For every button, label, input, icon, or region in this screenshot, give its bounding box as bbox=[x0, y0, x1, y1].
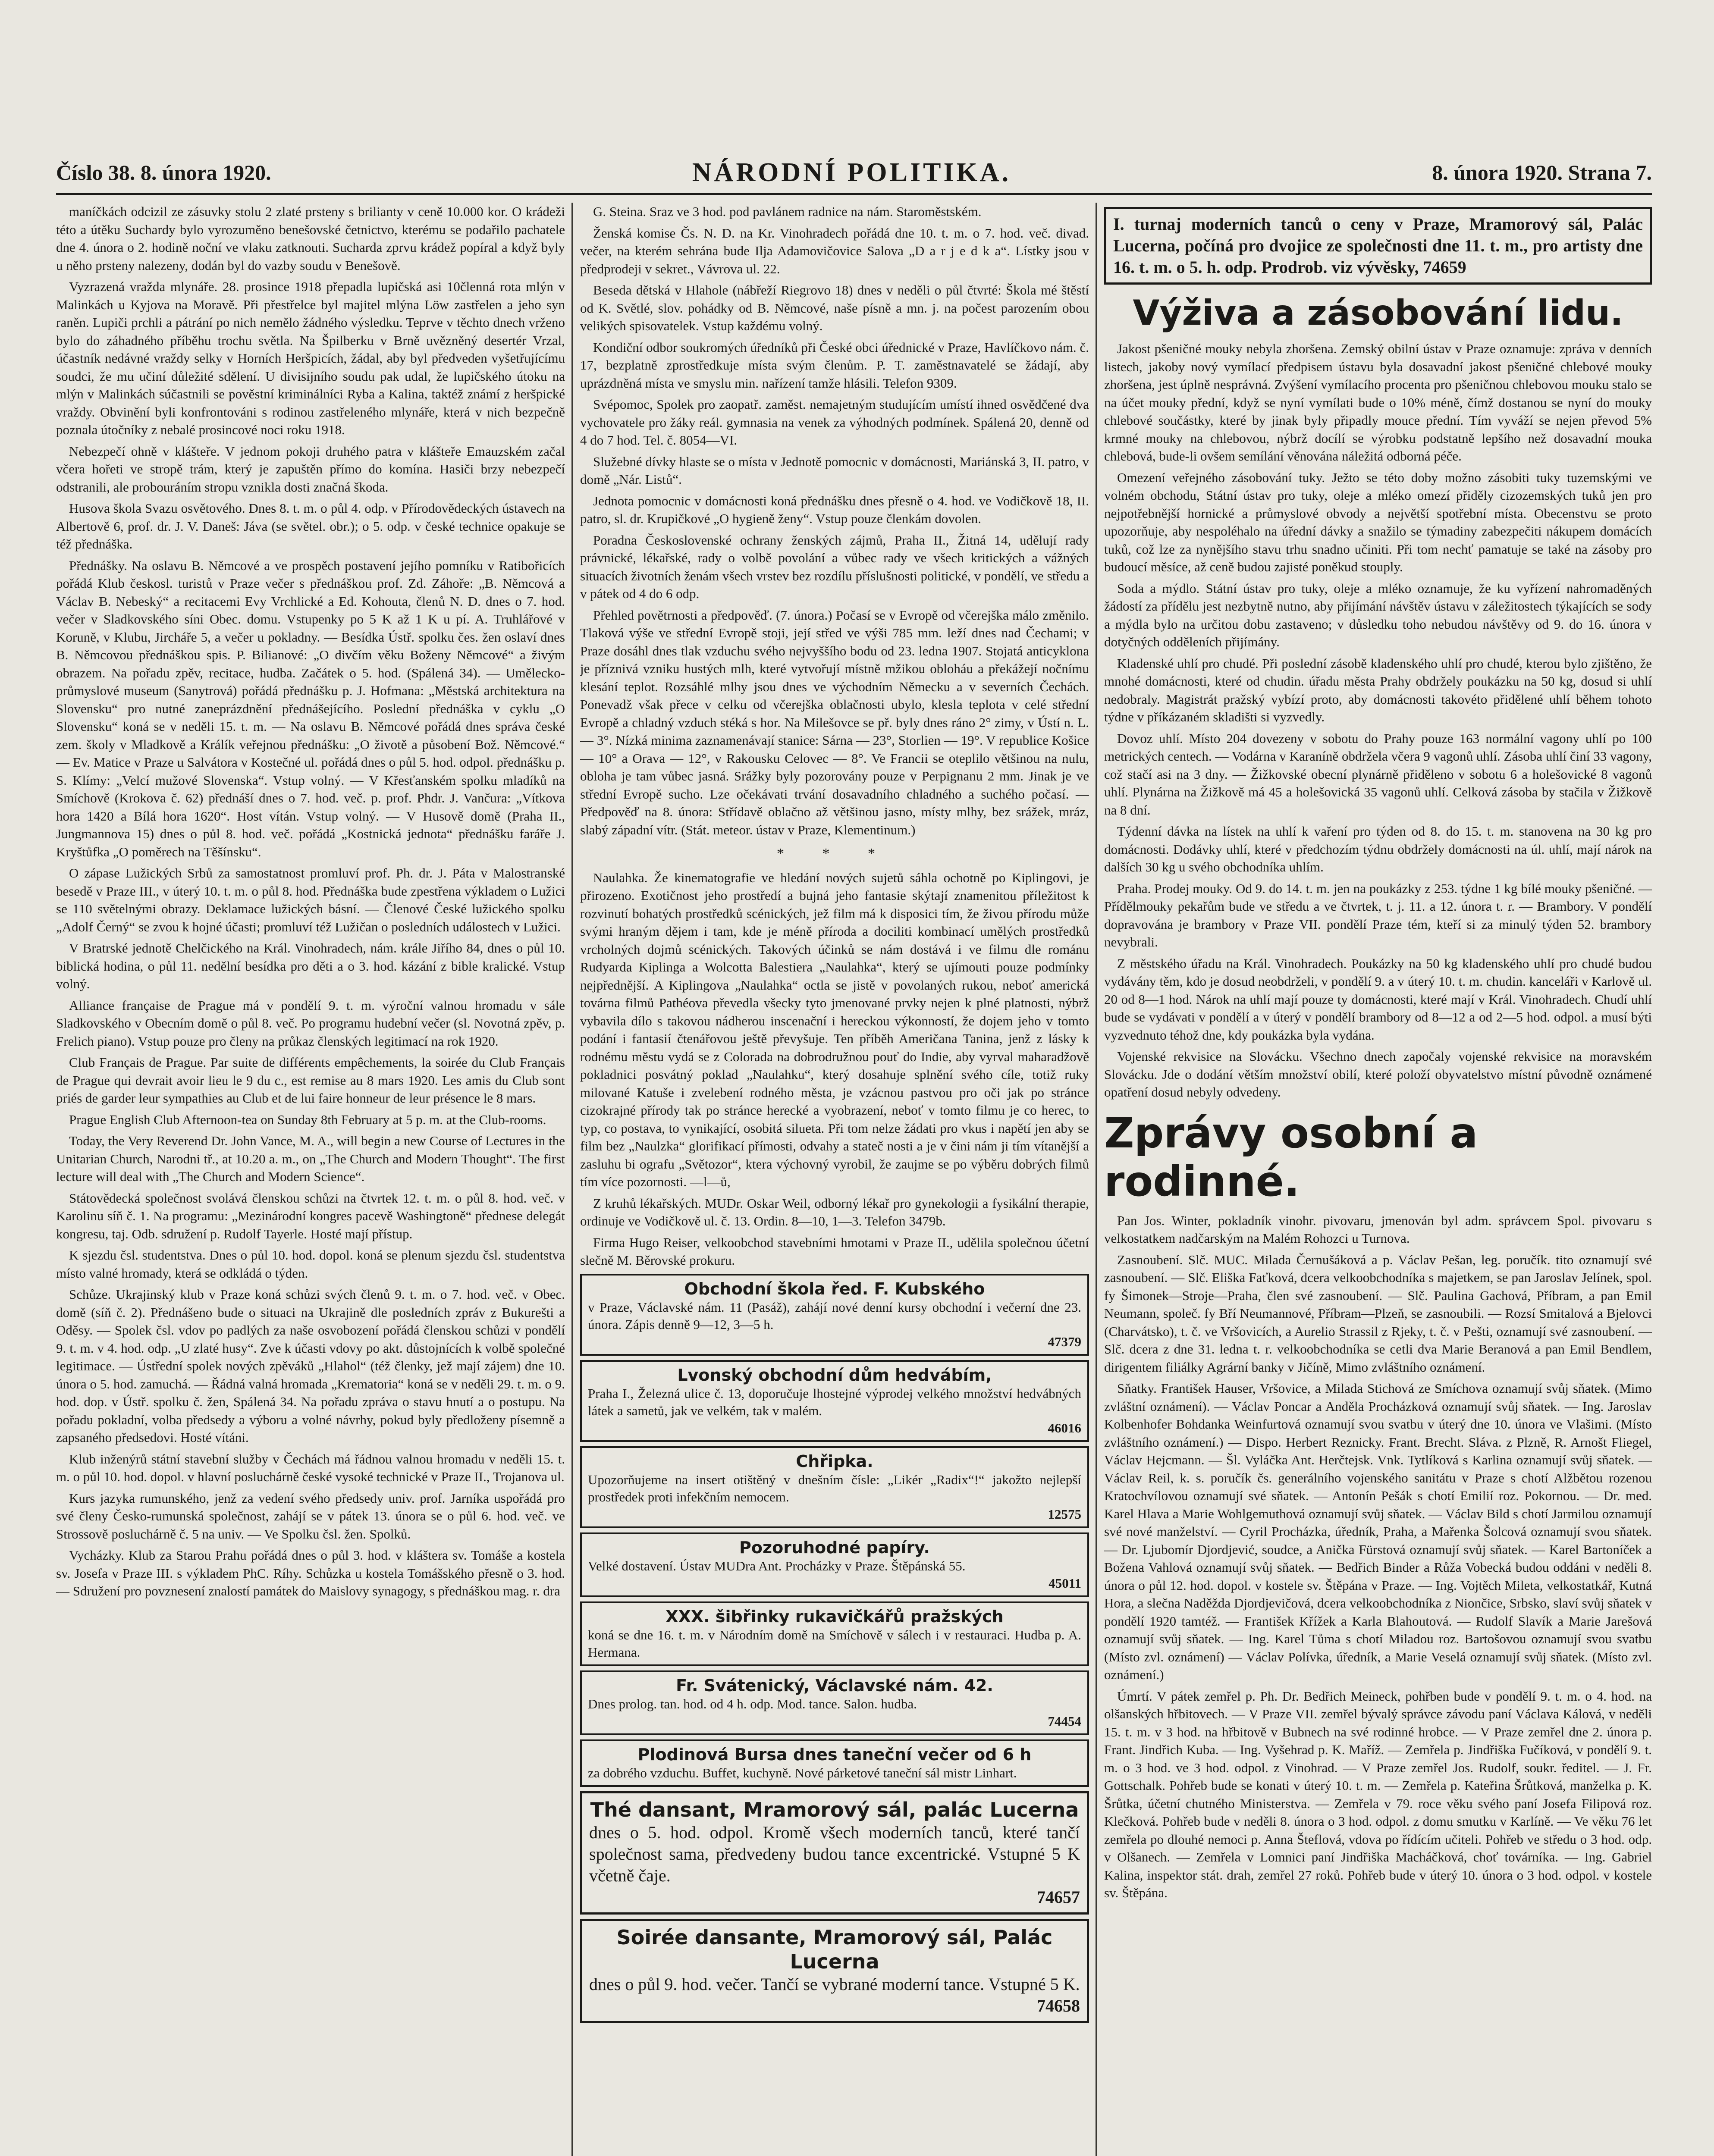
article-paragraph: Alliance française de Prague má v pondělí 9. t. m. výroční valnou hromadu v sále Sladkovského v Obecním domě o půl 8. več. Po programu hudební večer (sl. Novotná zpěv, p. Frelich piano). Vstup pouze pro členy na průkaz členských legitimací na rok 1920. bbox=[56, 997, 565, 1049]
ad-number: 45011 bbox=[1048, 1575, 1081, 1591]
classified-ad bbox=[580, 1360, 1089, 1442]
article-paragraph: maníčkách odcizil ze zásuvky stolu 2 zlaté prsteny s brilianty v ceně 10.000 kor. O krádeži této a útěku Suchardy bylo vyrozuměno benešovské četnictvo, kterému se podařilo pachatele dne 4. února o 2. hodině noční ve vlaku zatknouti. Sucharda zprvu krádež popíral a když byly u něho prsteny nalezeny, dodán byl do vazby soudu v Benešově. bbox=[56, 204, 565, 273]
article-paragraph: Nebezpečí ohně v klášteře. V jednom pokoji druhého patra v klášteře Emauzském začal včera hořeti ve stropě trám, který je zapuštěn přímo do komína. Hasiči brzy nebezpečí odstranili, ale probouráním stropu vznikla dosti značná škoda. bbox=[56, 443, 565, 495]
article-paragraph: Přednášky. Na oslavu B. Němcové a ve prospěch postavení jejího pomníku v Ratibořicích pořádá Klub českosl. turistů v Praze večer s přednáškou prof. Zd. Záhoře: „B. Němcová a Václav B. Nebeský“ a recitacemi Evy Vrchlické a Ed. Kohouta, členů N. D. dnes o 7. hod. večer v Sladkovského síni Obec. domu. Vstupenky po 5 K až 1 K u pí. A. Truhlářové v Koruně, v Klubu, Jircháře 5, a večer u pokladny. — Besídka Ústř. spolku čes. žen oslaví dnes B. Němcovou přednáškou spis. P. Bilianové: „O divčím věku Boženy Němcové“ a živým obrazem. Na pořadu zpěv, recitace, hudba. Začátek o 5. hod. (Spálená 34). — Umělecko-průmyslové museum (Sanytrová) pořádá přednášku p. J. Hofmana: „Městská architektura na Slovensku“ pro nutné zaneprázdnění přednášejícího. Poslední přednáška v cyklu „O Slovensku“ koná se v neděli 15. t. m. — Na oslavu B. Němcové pořádá dnes správa české zem. školy v Mladkově a Králík veřejnou přednášku: „O životě a působení Bož. Němcové.“ — Ev. Matice v Praze u Salvátora v Kostečné ul. pořádá dnes o půl 5. hod. odpol. přednášku p. S. Klímy: „Velcí mužové Slovenska“. Vstup volný. — V Křesťanském spolku mladíků na Smíchově (Krokova č. 62) přednáší dnes o 7. hod. več. p. prof. Phdr. J. Vančura: „Vítkova hora 1420 a Bílá hora 1620“. Host vítán. Vstup volný. — V Husově domě (Praha II., Jungmannova 15) dnes o půl 8. hod. več. pořádá „Kostnická jednota“ přednášku faráře J. Kryštůfka „O poměrech na Těšínsku“. bbox=[56, 558, 565, 859]
classified-ad bbox=[580, 1670, 1089, 1735]
ad-heading: Chřipka. bbox=[796, 1451, 873, 1471]
article-paragraph: Klub inženýrů státní stavební služby v Čechách má řádnou valnou hromadu v neděli 15. t. m. o půl 10. hod. dopol. v hlavní posluchárně české vysoké technické v Praze II., Trojanova ul. bbox=[56, 1451, 565, 1484]
classified-ad bbox=[580, 1739, 1089, 1787]
article-paragraph: G. Steina. Sraz ve 3 hod. pod pavlánem radnice na nám. Staroměstském. bbox=[593, 204, 982, 219]
article-paragraph: Schůze. Ukrajinský klub v Praze koná schůzi svých členů 9. t. m. o 7. hod. več. v Obec. domě (síň č. 2). Přednášeno bude o situaci na Ukrajině dle posledních zpráv z Bukurešti a Oděsy. — Spolek čsl. vdov po padlých za naše osvobození pořádá členskou schůzi v pondělí 9. t. m. v 4. hod. odp. „U zlaté husy“. Zve k účasti vdovy po akt. důstojnících k volbě společné legitimace. — Ústřední spolek nových zpěváků „Hlahol“ (též členky, jež mají zájem) dne 10. února o 5. hod. zamuchá. — Řádná valná hromada „Krematoria“ koná se v neděli 29. t. m. o 9. hod. dop. v Ústř. spolku č. žen, Spálená 34. Na pořadu zpráva o stavu hnutí a o postupu. Na pořadu pokladní, volba předsedy a výboru a volné návrhy, pokud byly předloženy písemně a zapsaného předsedovi. Hosté vítáni. bbox=[56, 1287, 565, 1445]
classified-ad bbox=[580, 1532, 1089, 1597]
article-paragraph: Jakost pšeničné mouky nebyla zhoršena. Zemský obilní ústav v Praze oznamuje: zpráva v denních listech, jakoby nový vymílací předpisem ústavu byla dosavadní jakost pšeničné chlebové mouky zhoršena, jest úplně nesprávná. Zvýšení vymílacího procenta pro pšeničnou chlebovou mouku stalo se na účet mouky přední, když se nyní vymílati bude o 10% méně, čímž dostanou se nyní do mouky chlebové součástky, které by jinak byly připadly mouce přední. Tím vyváží se nejen převod 5% krmné mouky na chlebovou, nýbrž docílí se výrobku podstatně lepšího než dosavadní mouka chlebová, bude-li ovšem semílání věnována náležitá odborná péče. bbox=[1104, 341, 1652, 464]
ad-text: Dnes prolog. tan. hod. od 4 h. odp. Mod. tance. Salon. hudba. bbox=[588, 1696, 917, 1711]
section-heading-nutrition: Výživa a zásobování lidu. bbox=[1133, 293, 1623, 333]
newspaper-title: NÁRODNÍ POLITIKA. bbox=[692, 157, 1011, 187]
article-paragraph: Vycházky. Klub za Starou Prahu pořádá dnes o půl 3. hod. v kláštera sv. Tomáše a kostela sv. Josefa v Praze III. s výkladem PhC. Ríhy. Schůzka u kostela Tomášského přesně o 3. hod. — Sdružení pro povznesení znalostí památek do Maislovy synagogy, s přednáškou mag. r. dra bbox=[56, 1548, 565, 1598]
ad-heading: Soirée dansante, Mramorový sál, Palác Lucerna bbox=[616, 1925, 1053, 1973]
article-paragraph: V Bratrské jednotě Chelčického na Král. Vinohradech, nám. krále Jiřího 84, dnes o půl 10. biblická hodina, o půl 11. nedělní besídka pro děti a o 3. hod. kázání z bible kralické. Vstup volný. bbox=[56, 940, 565, 991]
article-paragraph: Club Français de Prague. Par suite de différents empêchements, la soirée du Club Français de Prague qui devrait avoir lieu le 9 du c., est remise au 8 mars 1920. Les amis du Club sont priés de garder leur sympathies au Club et de lui faire honneur de leur présence le 8 mars. bbox=[56, 1055, 565, 1106]
ad-text: Upozorňujeme na insert otištěný v dnešním čísle: „Likér „Radix“!“ jakožto nejlepší prostředek proti infekčním nemocem. bbox=[588, 1472, 1081, 1504]
section-heading-personal: Zprávy osobní a rodinné. bbox=[1104, 1109, 1478, 1206]
article-paragraph: Kladenské uhlí pro chudé. Při poslední zásobě kladenského uhlí pro chudé, kterou bylo zjištěno, že mnohé domácnosti, které od chudin. úřadu města Prahy obdržely poukázku na 50 kg, dosud si uhlí nedobraly. Magistrát pražský vybízí proto, aby domácnosti takovéto přidělené uhlí během tohoto týdne v příkázaném skladišti si vyzvedly. bbox=[1104, 655, 1652, 724]
soiree-dansante-ad bbox=[580, 1919, 1089, 2023]
header-rule bbox=[56, 193, 1652, 195]
article-paragraph: Zasnoubení. Slč. MUC. Milada Černušáková a p. Václav Pešan, leg. poručík. tito oznamují své zasnoubení. — Slč. Eliška Faťková, dcera velkoobchodníka s majetkem, se pan Jaroslav Jelínek, spol. fy Šimonek—Stroje—Praha, člen své zasnoubení. — Slč. Paulina Gachová, Příbram, a pan Emil Neumann, společ. fy Bří Neumannové, Příbram—Plzeň, se zasnoubili. — Rozsí Smitalová a Bjelovci (Charvátsko), t. č. ve Vršovicích, a Aurelio Strassil z Rjeky, t. č. v Pešti, oznamují své zasnoubení. — Slč. dcera z dne 31. ledna t. r. velkoobchodníka se cetli dva Marie Beranová a pan Emil Bendlem, dirigentem filiálky Agrární banky v Jičíně, Mimo zvláštního oznámení. bbox=[1104, 1252, 1652, 1375]
ad-number: 12575 bbox=[1048, 1506, 1081, 1522]
column-3 bbox=[1104, 203, 1652, 2156]
article-paragraph: Kondiční odbor soukromých úředníků při České obci úřednické v Praze, Havlíčkovo nám. č. 17, bezplatně zprostředkuje místa svým členům. P. T. zaměstnavatelé se žádají, aby uprázdněná místa ve smyslu min. nařízení tamže hlásili. Telefon 9309. bbox=[580, 339, 1089, 391]
ad-text: dnes o půl 9. hod. večer. Tančí se vybrané moderní tance. Vstupné 5 K. bbox=[589, 1974, 1080, 1994]
article-paragraph: Ženská komise Čs. N. D. na Kr. Vinohradech pořádá dne 10. t. m. o 7. hod. več. divad. večer, na kterém sehrána bude Ilja Adamovičovice Salova „D a r j e d k a“. Lístky jsou v předprodeji v sekret., Vávrova ul. 22. bbox=[580, 225, 1089, 276]
article-paragraph: Naulahka. Že kinematografie ve hledání nových sujetů sáhla ochotně po Kiplingovi, je přirozeno. Exotičnost jeho prostředí a bujná jeho fantasie skýtají znamenitou příležitost k rozvinutí bohatých prostředků scénických, jež film má k disposici tím, že živou přírodu může svými hraným dějem i tam, kde je méně příroda a dociliti kombinací umělých prostředků vrcholných dojmů scénických. Takových účinků se nám dostává i ve filmu dle románu Rudyarda Kiplinga a Wolcotta Balestiera „Naulahka“, který se ujímouti pouze podmínky nejpřednější. A Kiplingova „Naulahka“ octla se jistě v povolaných rukou, neboť americká továrna filmů Pathéova převedla všecky tyto jmenované prvky nejen k plné platnosti, nýbrž vybavila dílo s takovou nádherou inscenační i hereckou výkonností, že dojem jeho v tomto podání i fantasií čtenářovou ještě převyšuje. Ten příběh Američana Tanina, jenž z lásky k rodnému městu vydá se z Colorada na dobrodružnou pouť do Indie, aby vyrval maharadžově pokladnici posvátný poklad „Naulahku“, který dosahuje splnění svého cíle, totiž ruky milované Katuše i zvelebení rodného města, je vzácnou pastvou pro oči jak po stránce cizokrajné přírody tak po stránce herecké a vyobrazení, neboť v tomto filmu je co herec, to typ, co postava, to vynikající, osobitá silueta. Při tom nelze žádati pro vkus i napětí jen aby se film bez „Naulzka“ glorifikací přímosti, odvahy a stateč nosti a je v čini nám ji tím vítanější a zasluhu bi ografu „Světozor“, ktera výchovný vyrobil, že zaujme se po výběru dobrých filmů tím více pozornosti. —l—ů, bbox=[580, 870, 1089, 1189]
article-paragraph: Pan Jos. Winter, pokladník vinohr. pivovaru, jmenován byl adm. správcem Spol. pivovaru s velkostatkem nadčarským na Malém Rohozci u Turnova. bbox=[1104, 1213, 1652, 1246]
ad-text: dnes o 5. hod. odpol. Kromě všech moderních tanců, které tančí společnost sama, předvedeny budou tance excentrické. Vstupné 5 K včetně čaje. bbox=[589, 1822, 1080, 1885]
article-paragraph: Přehled povětrnosti a předpověď. (7. února.) Počasí se v Evropě od včerejška málo změnilo. Tlaková výše ve střední Evropě stoji, její střed ve výši 785 mm. leží dnes nad Čechami; v Praze dosáhl dnes tlak vzduchu svého nejvyššího bodu od 23. ledna 1907. Stojatá anticyklona je příznivá vzniku hustých mlh, které vytvořují místně mžikou obloháu a překážejí nočnímu klesání teplot. Rozsáhlé mlhy jsou dnes ve východním Německu a v severních Čechách. Ponevadž však přece v celku od včerejška oblačnosti ubylo, klesla teplota v celé střední Evropě a chladný vzduch stéká s hor. Na Milešovce se př. byly dnes ráno 2° zimy, v Ústí n. L. — 3°. Nízká minima zaznamenávají stanice: Sárna — 23°, Storlien — 19°. V republice Košice — 10° a Orava — 12°, v Rakousku Celovec — 8°. Ve Francii se oteplilo většinou na nulu, obloha je tam vůbec jasná. Srážky byly pozorovány pouze v Perpignanu 2 mm. Jinak je ve střední Evropě sucho. Lze očekávati trvání dosavadního chladného a suchého počasí. — Předpověď na 8. února: Střídavě oblačno až většinou jasno, místy mlhy, bez srážek, mráz, slabý západní vítr. (Stát. meteor. ústav v Praze, Klementinum.) bbox=[580, 607, 1089, 837]
column-divider bbox=[1096, 203, 1097, 2156]
article-paragraph: Husova škola Svazu osvětového. Dnes 8. t. m. o půl 4. odp. v Přírodovědeckých ústavech na Albertově 6, prof. dr. J. V. Daneš: Jáva (se světel. obr.); o 5. odp. v české technice opakuje se též přednáška. bbox=[56, 501, 565, 552]
article-paragraph: Úmrtí. V pátek zemřel p. Ph. Dr. Bedřich Meineck, pohřben bude v pondělí 9. t. m. o 4. hod. na olšanských hřbitovech. — V Praze VII. zemřel bývalý správce závodu paní Václava Kálová, v neděli 15. t. m. v 3 hod. na hřbitově v Bubnech na své rodinné hrobce. — V Praze zemřel dne 2. února p. Frant. Jindřich Kuba. — Ing. Vyšehrad p. K. Maříž. — Zemřela p. Jindřiška Fučíková, v pondělí 9. t. m. o 3 hod. ve 3 hod. odpol. z Vinohrad. — V Praze zemřel Jos. Rudolf, soukr. ředitel. — J. Fr. Gottschalk. Pohřeb bude se konati v úterý 10. t. m. — Zemřela p. Kateřina Šrůtková, manželka p. K. Šrůtka, účetní chutného Ministerstva. — Zemřela v 79. roce věku svého paní Josefa Filipová roz. Klečková. Pohřeb bude v neděli 8. února o 3 hod. odpol. z domu smutku v Karlíně. — Ve věku 76 let zemřela po dlouhé nemoci p. Anna Šteflová, vdova po řídícím učiteli. Pohřeb ve středu o 3 hod. odp. v Olšanech. — Zemřela v Lomnici paní Jindřiška Macháčková, choť továrníka. — Ing. Gabriel Kalina, inspektor stát. drah, zemřel 27 roků. Pohřeb bude v úterý 10. února o 3 hod. odpol. v kostele sv. Štěpána. bbox=[1104, 1688, 1652, 1900]
article-paragraph: Firma Hugo Reiser, velkoobchod stavebními hmotami v Praze II., udělila společnou účetní slečně M. Běrovské prokuru. bbox=[580, 1235, 1089, 1268]
ad-heading: Fr. Svátenický, Václavské nám. 42. bbox=[676, 1676, 993, 1695]
article-paragraph: Prague English Club Afternoon-tea on Sunday 8th February at 5 p. m. at the Club-rooms. bbox=[69, 1112, 546, 1127]
classified-ad bbox=[580, 1274, 1089, 1356]
ad-heading: Lvonský obchodní dům hedvábím, bbox=[677, 1365, 992, 1385]
ad-heading: Thé dansant, Mramorový sál, palác Lucerna bbox=[590, 1798, 1079, 1821]
article-paragraph: Dovoz uhlí. Místo 204 dovezeny v sobotu do Prahy pouze 163 normální vagony uhlí po 100 metrických centech. — Vodárna v Karaníně obdržela včera 9 vagonů uhlí. Zásoba uhlí činí 33 vagony, což stačí asi na 3 dny. — Žižkovské obecní plynárně přiděleno v sobotu 6 a holešovické 8 vagonů uhlí. Plynárna na Žižkově má 45 a holešovická 35 vagonů uhlí. Celková zásoba by stačila v Žižkově na 8 dní. bbox=[1104, 730, 1652, 818]
article-paragraph: Today, the Very Reverend Dr. John Vance, M. A., will begin a new Course of Lectures in the Unitarian Church, Narodni tř., at 10.20 a. m., on „The Church and Modern Thought“. The first lecture will deal with „The Church and Modern Science“. bbox=[56, 1133, 565, 1184]
article-paragraph: Svépomoc, Spolek pro zaopatř. zaměst. nemajetným studujícím umístí ihned osvědčené dva vychovatele pro žáky reál. gymnasia na venek za výhodných podmínek. Spálená 20, denně od 4 do 7 hod. Tel. č. 8054—VI. bbox=[580, 397, 1089, 448]
article-paragraph: Sňatky. František Hauser, Vršovice, a Milada Stichová ze Smíchova oznamují svůj sňatek. (Mimo zvláštní oznámení). — Václav Poncar a Anděla Procházková oznamují svůj sňatek. — Ing. Jaroslav Kolbenhofer Bohdanka Weinfurtová oznamují svou svatbu v úterý dne 10. února ve Vlašimi. (Místo zvláštního oznámení.) — Dispo. Herbert Reznicky. Frant. Brecht. Sláva. z Plzně, R. Arnošt Fliegel, Václav Hejcmann. — Šl. Vyláčka Ant. Herčtejsk. Vnk. Tytlíková s Karlina oznamují svůj sňatek. — Václav Reil, k. s. poručík čs. generálního vojenského sanitátu v Praze s chotí Alžbětou rozenou Kratochvílovou oznamují své sňatek. — Antonín Pešák s chotí Emilií roz. Pokornou. — Dr. med. Karel Hlava a Marie Wohlgemuthová oznamují svůj sňatek. — Václav Bild s chotí Jarmilou oznamují své nové manželství. — Cyril Procházka, úředník, Praha, a Mařenka Šolcová oznamují svou sňatek. — Dr. Ljubomír Djordjević, soudce, a Anička Fürstová oznamují svůj sňatek. — Karel Bartoníček a Božena Vahlová oznamují svůj sňatek. — Bedřich Binder a Růža Vobecká budou oddáni v neděli 8. února o půl 12. hod. dopol. v kostele sv. Štěpána v Praze. — Ing. Vojtěch Mileta, velkostatkář, Kutná Hora, a slečna Naděžda Djordjevičová, dcera velkoobchodníka z Niončice, Srbsko, slaví svůj sňatek v pondělí 1920 tamtéž. — František Křížek a Karla Blahoutová. — Rudolf Slavík a Marie Jarešová oznamují svůj sňatek. — Ing. Karel Tůma s chotí Miladou roz. Bartošovou oznamují svou svatbu (Místo zvl. oznámení) — Václav Polívka, úředník, a Marie Veselá oznamují svůj sňatek. (Místo zvl. oznámení.) bbox=[1104, 1381, 1652, 1682]
ad-heading: XXX. šibřinky rukavičkářů pražských bbox=[666, 1607, 1004, 1626]
classified-ad bbox=[580, 1446, 1089, 1528]
column-1 bbox=[56, 203, 565, 2156]
ad-number: 47379 bbox=[1048, 1334, 1081, 1349]
article-paragraph: Omezení veřejného zásobování tuky. Ježto se této doby možno zásobiti tuky tuzemskými ve volném obchodu, Státní ústav pro tuky, oleje a mléko omezí přiděly cizozemských tuků jen pro nejpotřebnější hornické a průmyslové obvody a největší spotřební místa. Obecenstvu se proto upozorňuje, aby nespoléhalo na úřední dávky a snažilo se týmadiny zabezpečiti nákupem domácích tuků, což lze za nynějšího stavu trhu snadno učiniti. Při tom nechť pamatuje se také na zásoby pro budoucí měsíce, až ceně budou zajisté poněkud stouply. bbox=[1104, 470, 1652, 574]
ad-text: koná se dne 16. t. m. v Národním domě na Smíchově v sálech i v restauraci. Hudba p. A. Hermana. bbox=[588, 1627, 1081, 1660]
article-paragraph: Poradna Československé ochrany ženských zájmů, Praha II., Žitná 14, udělují rady právnické, lékařské, rady o volbě povolání a vůbec rady ve všech kritických a vážných situacích životních ženám všech vrstev bez rozdílu příslušnosti politické, v pondělí, ve středu a v pátek od 4 do 6 odp. bbox=[580, 532, 1089, 601]
article-paragraph: Vojenské rekvisice na Slovácku. Všechno dnech započaly vojenské rekvisice na moravském Slovácku. Jde o dodání větším množství obilí, které položí obyvatelstvo místní původně oznámené opatření dosud nebyly odvedeny. bbox=[1104, 1049, 1652, 1100]
article-paragraph: Vyzrazená vražda mlynáře. 28. prosince 1918 přepadla lupičská asi 10členná rota mlýn v Malinkách u Kyjova na Moravě. Při přestřelce byl majitel mlýna Löw zastřelen a jeho syn raněn. Lupiči prchli a pátrání po nich nemělo žádného výsledku. Teprve v těchto dnech vrženo bylo do záhadného příběhu trochu světla. Na Špilberku v Brně uvězněný desertér Vrzal, účastník nedávné vraždy selky v Horních Heršpicích, žádal, aby byl předveden vyšetřujícímu soudci, že mu učiní důležité sdělení. U divisijního soudu pak udal, že lupičského útoku na mlýn v Malinkách súčastnili se pověstní kriminálníci Ryba a Kalina, taktéž známí z heršpické vraždy. Obvinění byli konfrontováni s rodinou zastřeleného mlynáře, která v nich bezpečně poznala útočníky z nebalé prosincové noci roku 1918. bbox=[56, 279, 565, 437]
article-paragraph: Praha. Prodej mouky. Od 9. do 14. t. m. jen na poukázky z 253. týdne 1 kg bílé mouky pšeničné. — Přídělmouky pekařům bude ve středu a ve čtvrtek, t. j. 11. a 12. února t. r. — Brambory. V pondělí dopravována je brambory v Praze VII. pondělí Praze tém, kteří si za minulý týden 52. brambory nevybrali. bbox=[1104, 881, 1652, 950]
ad-heading: Plodinová Bursa dnes taneční večer od 6 h bbox=[637, 1745, 1032, 1764]
article-paragraph: Beseda dětská v Hlahole (nábřeží Riegrovo 18) dnes v neděli o půl čtvrté: Škola mé štěstí od K. Světlé, slov. pohádky od B. Němcové, naše písně a mn. j. na počest parozením obou velikých spisovatelek. Vstup každému volný. bbox=[580, 282, 1089, 333]
article-paragraph: Státovědecká společnost svolává členskou schůzi na čtvrtek 12. t. m. o půl 8. hod. več. v Karolinu síň č. 1. Na programu: „Mezinárodní kongres pacevě Washingtoně“ přednese delegát kongresu, taj. Odb. sdružení p. Rudolf Tayerle. Hosté mají přístup. bbox=[56, 1190, 565, 1241]
article-paragraph: Služebné dívky hlaste se o místa v Jednotě pomocnic v domácnosti, Mariánská 3, II. patro, v domě „Nár. Listů“. bbox=[580, 454, 1089, 487]
column-2 bbox=[580, 203, 1089, 2156]
masthead bbox=[56, 155, 1652, 190]
page-date: 8. února 1920. Strana 7. bbox=[1432, 160, 1652, 185]
ad-number: 46016 bbox=[1048, 1420, 1081, 1435]
ad-text: Praha I., Železná ulice č. 13, doporučuje lhostejné výprodej velkého množství hedvábných látek a sametů, jak ve velkém, tak v malém. bbox=[588, 1385, 1081, 1418]
article-paragraph: Z městského úřadu na Král. Vinohradech. Poukázky na 50 kg kladenského uhlí pro chudé budou vydávány těm, kdo je dosud neobdrželi, v pondělí 9. a v úterý 10. t. m. chudin. kanceláři v Karlově ul. 20 od 8—1 hod. Nárok na uhlí mají pouze ty domácnosti, které mají v Král. Vinohradech. Chudí uhlí bude se vydávati v pondělí a v úterý v pondělí brambory od 8—12 a od 2—5 hod. odpol. a musí býti vyzvednuto téhož dne, kdy poukázka byla vydána. bbox=[1104, 956, 1652, 1043]
article-paragraph: Týdenní dávka na lístek na uhlí k vaření pro týden od 8. do 15. t. m. stanovena na 30 kg pro domácnosti. Dodávky uhlí, které v předchozím týdnu obdržely domácnosti na úl. uhlí, mají nárok na dalších 30 kg u svého obchodníka uhlím. bbox=[1104, 824, 1652, 874]
article-paragraph: O zápase Lužických Srbů za samostatnost promluví prof. Ph. dr. J. Páta v Malostranské besedě v Praze III., v úterý 10. t. m. o půl 8. hod. Přednáška bude zpestřena výkladem o Lužici se 110 světelnými obrazy. Deklamace lužických básní. — Členové České lužického spolku „Adolf Černý“ se zvou k hojné účasti; promluví též Lužičan o posledních událostech v Lužici. bbox=[56, 865, 565, 934]
ad-heading: Pozoruhodné papíry. bbox=[739, 1538, 930, 1557]
article-paragraph: Soda a mýdlo. Státní ústav pro tuky, oleje a mléko oznamuje, že ku vyřízení nahromaděných žádostí za přídělu jest nezbytně nutno, aby přijímání návštěv ústavu v záležitostech týkajících se sody a mýdla bylo na určitou dobu zastaveno; v důsledku toho nebudou návštěvy od 9. do 16. února v dotyčných odděleních přijímány. bbox=[1104, 580, 1652, 649]
ad-heading: Obchodní škola řed. F. Kubského bbox=[684, 1279, 985, 1298]
ad-text: v Praze, Václavské nám. 11 (Pasáž), zahájí nové denní kursy obchodní i večerní dne 23. února. Zápis denně 9—12, 3—5 h. bbox=[588, 1299, 1081, 1332]
ad-text: za dobrého vzduchu. Buffet, kuchyně. Nové párketové taneční sál mistr Linhart. bbox=[588, 1765, 1017, 1780]
issue-number: Číslo 38. 8. února 1920. bbox=[56, 160, 271, 185]
article-paragraph: Jednota pomocnic v domácnosti koná přednášku dnes přesně o 4. hod. ve Vodičkově 18, II. patro, sl. dr. Krupičkové „O hygieně ženy“. Vstup pouze členkám dovolen. bbox=[580, 493, 1089, 526]
ad-number: 74658 bbox=[1037, 1996, 1080, 2015]
ad-number: 74454 bbox=[1048, 1713, 1081, 1729]
column-divider bbox=[571, 203, 573, 2156]
article-paragraph: Z kruhů lékařských. MUDr. Oskar Weil, odborný lékař pro gynekologii a fysikální therapie, ordinuje ve Vodičkově ul. č. 13. Ordin. 8—10, 1—3. Telefon 3479b. bbox=[580, 1195, 1089, 1228]
ad-number: 74657 bbox=[1037, 1887, 1080, 1907]
article-paragraph: Kurs jazyka rumunského, jenž za vedení svého předsedy univ. prof. Jarníka uspořádá pro své členy Česko-rumunská společnost, zahájí se v pátek 13. února se o půl 6. hod. več. ve Strossově posluchárně č. 5 na univ. — Ve Spolku čsl. žen. Spolků. bbox=[56, 1490, 565, 1542]
ad-text: Velké dostavení. Ústav MUDra Ant. Procházky v Praze. Štěpánská 55. bbox=[588, 1558, 966, 1573]
classified-ad bbox=[580, 1601, 1089, 1666]
dance-tournament-ad: I. turnaj moderních tanců o ceny v Praze, Mramorový sál, Palác Lucerna, počíná pro dvojice ze společnosti dne 11. t. m., pro artisty dne 16. t. m. o 5. h. odp. Prodrob. viz vývěsky, 74659 bbox=[1104, 207, 1652, 285]
thé-dansant-ad bbox=[580, 1791, 1089, 1915]
separator-stars: * * * bbox=[777, 846, 892, 862]
article-paragraph: K sjezdu čsl. studentstva. Dnes o půl 10. hod. dopol. koná se plenum sjezdu čsl. studentstva místo valné hromady, která se odkládá o týden. bbox=[56, 1247, 565, 1281]
